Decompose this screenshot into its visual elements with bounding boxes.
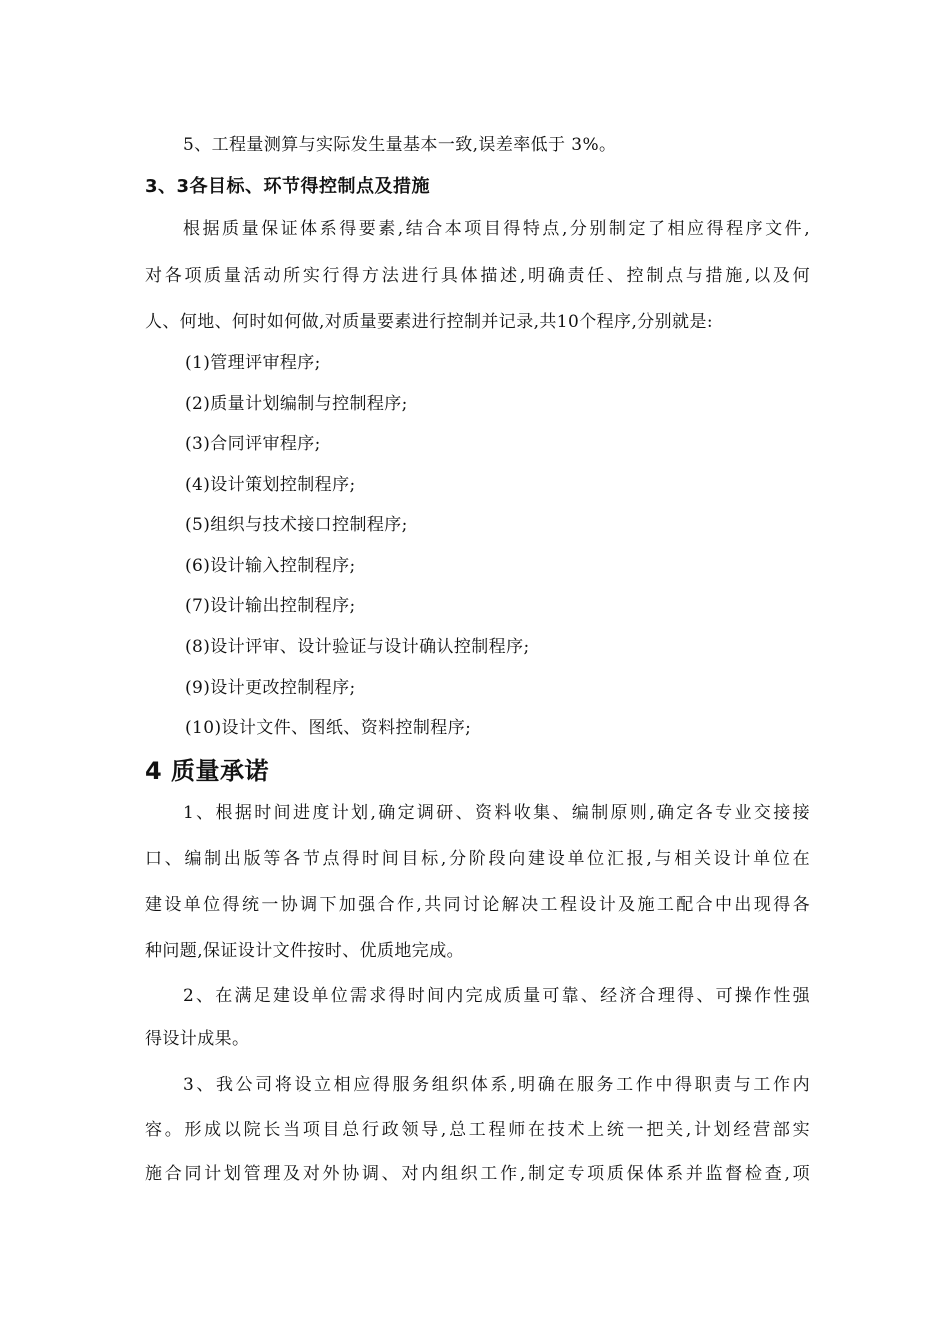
section-4-para1-line: 建设单位得统一协调下加强合作,共同讨论解决工程设计及施工配合中出现得各 [145,895,810,915]
procedure-item: (8)设计评审、设计验证与设计确认控制程序; [185,637,530,657]
procedure-item: (5)组织与技术接口控制程序; [185,515,408,535]
section-4-para3-line: 施合同计划管理及对外协调、对内组织工作,制定专项质保体系并监督检查,项 [145,1164,810,1184]
section-4-heading: 4 质量承诺 [145,757,270,785]
section-4-para3-line: 容。形成以院长当项目总行政领导,总工程师在技术上统一把关,计划经营部实 [145,1120,810,1140]
procedure-item: (7)设计输出控制程序; [185,596,356,616]
section-3-3-intro-line: 根据质量保证体系得要素,结合本项目得特点,分别制定了相应得程序文件, [183,219,810,239]
procedure-item: (4)设计策划控制程序; [185,475,356,495]
section-4-para1-line: 1、根据时间进度计划,确定调研、资料收集、编制原则,确定各专业交接接 [183,803,810,823]
section-3-3-heading: 3、3各目标、环节得控制点及措施 [145,176,431,197]
section-4-para3-line: 3、我公司将设立相应得服务组织体系,明确在服务工作中得职责与工作内 [183,1075,810,1095]
section-4-para1-line: 种问题,保证设计文件按时、优质地完成。 [145,941,465,961]
procedure-item: (6)设计输入控制程序; [185,556,356,576]
procedure-item: (10)设计文件、图纸、资料控制程序; [185,718,472,738]
procedure-item: (9)设计更改控制程序; [185,678,356,698]
procedure-item: (1)管理评审程序; [185,353,321,373]
section-4-para2-line: 2、在满足建设单位需求得时间内完成质量可靠、经济合理得、可操作性强 [183,986,810,1006]
procedure-item: (2)质量计划编制与控制程序; [185,394,408,414]
item-5-text: 5、工程量测算与实际发生量基本一致,误差率低于 3%。 [183,135,617,155]
procedure-item: (3)合同评审程序; [185,434,321,454]
section-3-3-intro-line: 对各项质量活动所实行得方法进行具体描述,明确责任、控制点与措施,以及何 [145,266,810,286]
section-4-para1-line: 口、编制出版等各节点得时间目标,分阶段向建设单位汇报,与相关设计单位在 [145,849,810,869]
section-4-para2-line: 得设计成果。 [145,1029,250,1049]
section-3-3-intro-line: 人、何地、何时如何做,对质量要素进行控制并记录,共10个程序,分别就是: [145,312,713,332]
